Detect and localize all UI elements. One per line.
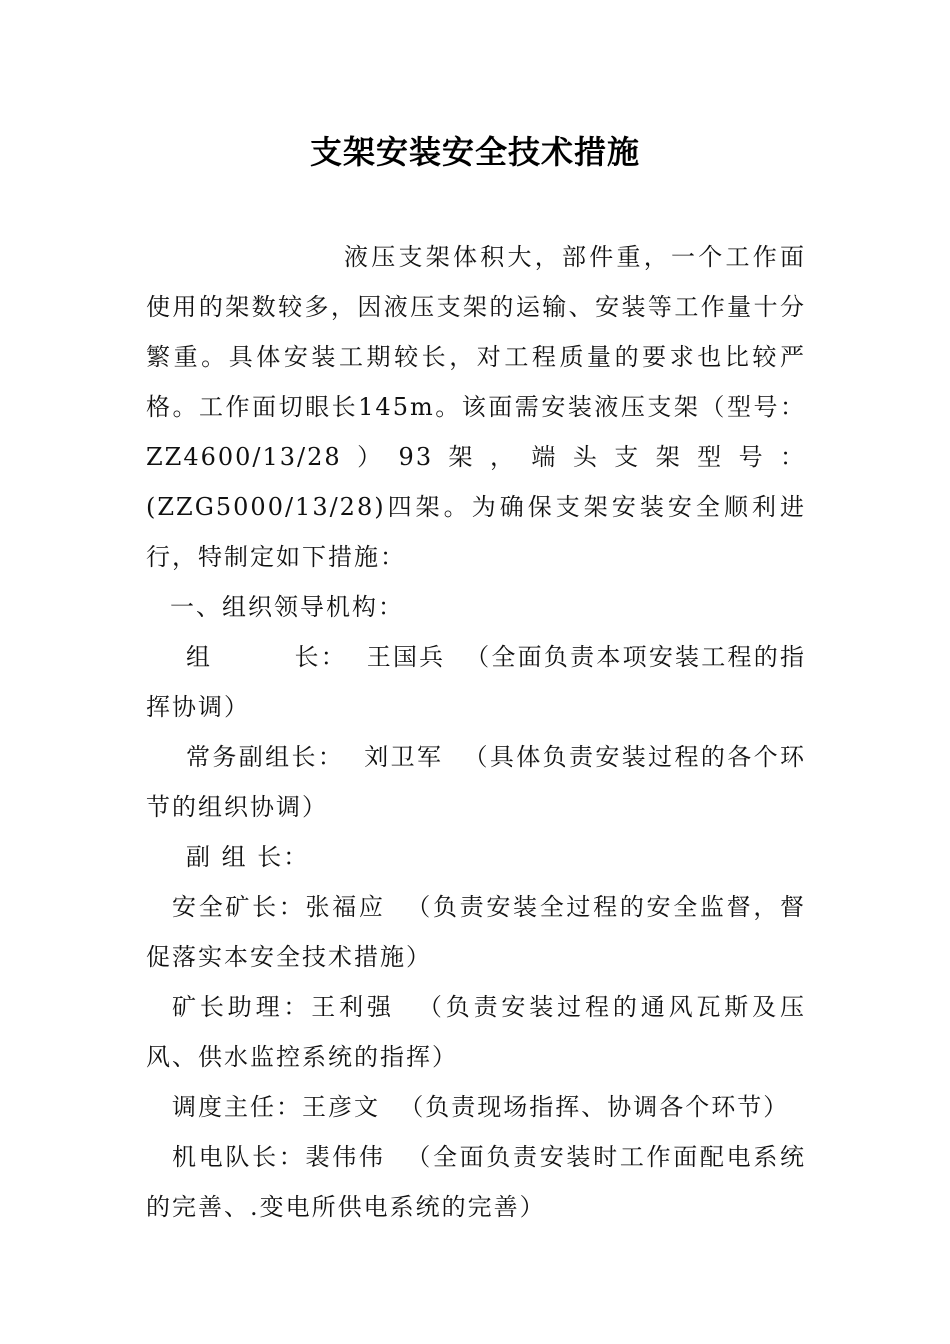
deputy-heading: 副 组 长： [186,843,310,871]
executive-deputy-entry [146,732,806,832]
member-entry [146,1132,806,1232]
member-duty: （负责现场指挥、协调各个环节） [399,1093,790,1121]
member-name: 张福应 [305,893,386,921]
executive-deputy-role: 常务副组长： [186,743,345,771]
section-heading-organization: 一、组织领导机构： [170,593,404,621]
intro-paragraph: 液压支架体积大，部件重，一个工作面使用的架数较多，因液压支架的运输、安装等工作量十分繁重。具体安装工期较长，对工程质量的要求也比较严格。工作面切眼长145m。该面需安装液压支架（型号：ZZ4600/13/28）93架，端头支架型号：(ZZG5000/13/28)四架。为确保支架安装安全顺利进行，特制定如下措施： [146,243,806,571]
member-duty: （负责安装全过程的安全监督，督促落实本安全技术措施） [146,893,807,971]
document-body [146,232,806,1232]
member-name: 王彦文 [302,1093,380,1121]
executive-deputy-duty: （具体负责安装过程的各个环节的组织协调） [146,743,806,821]
member-duty: （全面负责安装时工作面配电系统的完善、.变电所供电系统的完善） [146,1143,807,1221]
member-duty: （负责安装过程的通风瓦斯及压风、供水监控系统的指挥） [146,993,807,1071]
member-role: 安全矿长： [172,893,306,921]
member-role: 机电队长： [172,1143,306,1171]
leader-role-first: 组 [186,643,213,671]
member-role: 矿长助理： [172,993,312,1021]
member-name: 裴伟伟 [305,1143,386,1171]
member-name: 王利强 [311,993,395,1021]
leader-role-second: 长： [294,643,347,671]
document-title: 支架安装安全技术措施 [309,133,640,171]
leader-duty: （全面负责本项安装工程的指挥协调） [146,643,807,721]
member-role: 调度主任： [172,1093,302,1121]
member-entry [146,882,806,982]
executive-deputy-name: 刘卫军 [364,743,444,771]
leader-name: 王国兵 [366,643,446,671]
member-entry [146,982,806,1082]
member-entry [146,1082,806,1132]
leader-entry [146,632,806,732]
